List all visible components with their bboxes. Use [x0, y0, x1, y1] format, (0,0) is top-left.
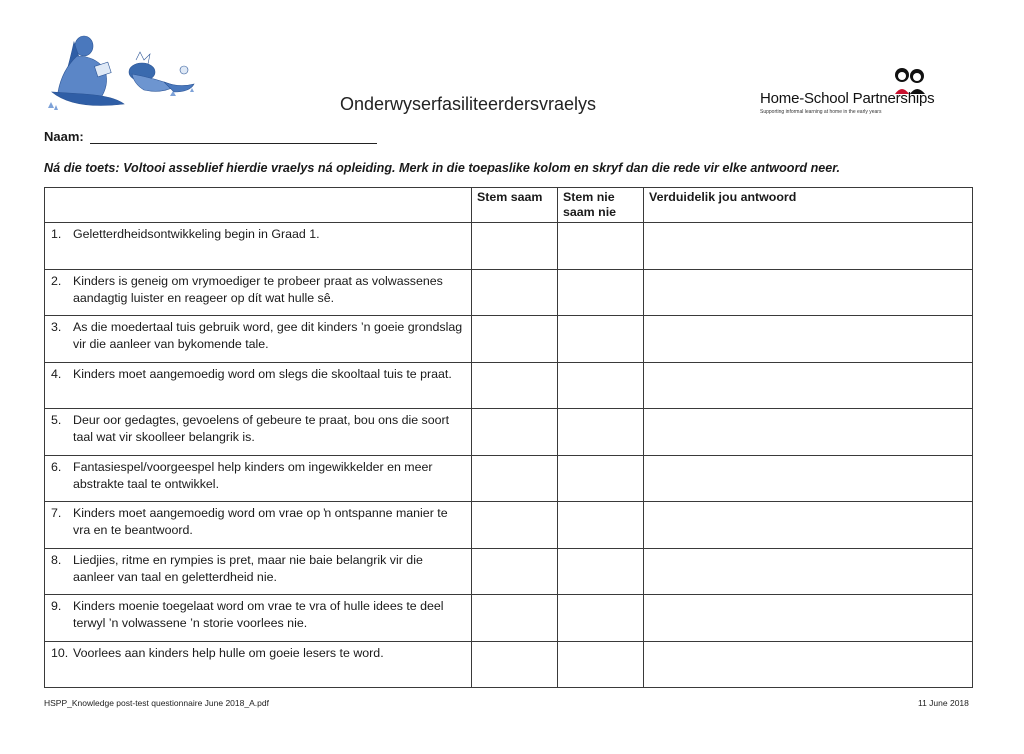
footer-date: 11 June 2018 — [918, 698, 969, 708]
table-row — [45, 316, 973, 363]
disagree-cell[interactable] — [558, 223, 644, 270]
brand-logo — [760, 66, 965, 118]
statement-number: 9. — [51, 599, 62, 613]
statement-number: 6. — [51, 459, 62, 474]
table-row — [45, 502, 973, 549]
statement-text: Fantasiespel/voorgeespel help kinders om ingewikkelder en meer abstrakte taal te ontwikkel. — [73, 459, 433, 491]
disagree-cell[interactable] — [558, 502, 644, 549]
brand-name: Home-School Partnerships — [760, 90, 935, 107]
column-header-agree: Stem saam — [472, 188, 558, 223]
statement — [45, 456, 471, 493]
agree-cell[interactable] — [472, 362, 558, 409]
agree-cell[interactable] — [472, 409, 558, 456]
explanation-cell[interactable] — [644, 223, 973, 270]
explanation-cell[interactable] — [644, 548, 973, 595]
statement-number: 3. — [51, 320, 62, 334]
disagree-cell[interactable] — [558, 548, 644, 595]
explanation-cell[interactable] — [644, 502, 973, 549]
statement — [45, 409, 471, 446]
statement — [45, 363, 471, 383]
table-row — [45, 455, 973, 502]
statement-text: Liedjies, ritme en rympies is pret, maar nie baie belangrik vir die aanleer van taal en geletterdheid nie. — [73, 552, 423, 584]
agree-cell[interactable] — [472, 269, 558, 316]
name-label: Naam: — [44, 129, 84, 144]
statement — [45, 549, 471, 586]
statement-text: As die moedertaal tuis gebruik word, gee dit kinders ’n goeie grondslag vir die aanleer van bykomende tale. — [73, 320, 463, 351]
statement-cell — [45, 455, 472, 502]
statement-text: Voorlees aan kinders help hulle om goeie lesers te word. — [73, 645, 384, 660]
table-row — [45, 595, 973, 642]
name-field[interactable] — [90, 143, 377, 144]
agree-cell[interactable] — [472, 502, 558, 549]
footer-filename: HSPP_Knowledge post-test questionnaire June 2018_A.pdf — [44, 698, 269, 708]
statement-number: 10. — [51, 645, 69, 660]
explanation-cell[interactable] — [644, 595, 973, 642]
statement-number: 1. — [51, 227, 62, 241]
column-header-disagree: Stem nie saam nie — [558, 188, 644, 223]
table-row — [45, 269, 973, 316]
disagree-cell[interactable] — [558, 455, 644, 502]
statement-text: Kinders is geneig om vrymoediger te probeer praat as volwassenes aandagtig luister en reageer op dít wat hulle sê. — [73, 273, 443, 305]
disagree-cell[interactable] — [558, 595, 644, 642]
document-title-text: Onderwyserfasiliteerdersvraelys — [339, 94, 597, 114]
agree-cell[interactable] — [472, 641, 558, 688]
statement-text: Kinders moet aangemoedig word om slegs die skooltaal tuis te praat. — [73, 366, 452, 381]
agree-cell[interactable] — [472, 548, 558, 595]
table-row — [45, 409, 973, 456]
statement-text: Kinders moenie toegelaat word om vrae te vra of hulle idees te deel terwyl ’n volwassene ’n storie voorlees nie. — [73, 599, 444, 630]
disagree-cell[interactable] — [558, 316, 644, 363]
explanation-cell[interactable] — [644, 455, 973, 502]
instructions: Ná die toets: Voltooi asseblief hierdie vraelys ná opleiding. Merk in die toepaslike kolom en skryf dan die rede vir elke antwoord neer. — [44, 161, 840, 175]
statement-number: 4. — [51, 366, 62, 381]
statement-cell — [45, 269, 472, 316]
statement-cell — [45, 641, 472, 688]
statement-cell — [45, 316, 472, 363]
statement-text: Deur oor gedagtes, gevoelens of gebeure te praat, bou ons die soort taal wat vir skoolleer belangrik is. — [73, 413, 450, 444]
explanation-cell[interactable] — [644, 641, 973, 688]
agree-cell[interactable] — [472, 223, 558, 270]
table-row — [45, 223, 973, 270]
statement — [45, 502, 471, 539]
statement — [45, 270, 471, 307]
brand-tagline: Supporting informal learning at home in the early years — [760, 109, 882, 115]
agree-cell[interactable] — [472, 595, 558, 642]
statement — [45, 642, 471, 662]
statement-text: Kinders moet aangemoedig word om vrae op ŉ ontspanne manier te vra en te beantwoord. — [73, 506, 448, 537]
statement — [45, 316, 471, 353]
questionnaire-table — [44, 187, 973, 688]
statement-cell — [45, 595, 472, 642]
statement-cell — [45, 548, 472, 595]
statement-cell — [45, 502, 472, 549]
column-header-statement — [45, 188, 472, 223]
statement — [45, 223, 471, 243]
statement-number: 5. — [51, 413, 62, 427]
disagree-cell[interactable] — [558, 409, 644, 456]
statement-cell — [45, 362, 472, 409]
explanation-cell[interactable] — [644, 316, 973, 363]
statement-number: 2. — [51, 273, 62, 288]
disagree-cell[interactable] — [558, 269, 644, 316]
column-header-explain: Verduidelik jou antwoord — [644, 188, 973, 223]
disagree-cell[interactable] — [558, 362, 644, 409]
explanation-cell[interactable] — [644, 409, 973, 456]
header-row — [45, 188, 973, 223]
statement-text: Geletterdheidsontwikkeling begin in Graad 1. — [73, 227, 320, 241]
explanation-cell[interactable] — [644, 269, 973, 316]
explanation-cell[interactable] — [644, 362, 973, 409]
statement — [45, 595, 471, 632]
table-row — [45, 641, 973, 688]
table-row — [45, 548, 973, 595]
agree-cell[interactable] — [472, 316, 558, 363]
agree-cell[interactable] — [472, 455, 558, 502]
disagree-cell[interactable] — [558, 641, 644, 688]
table-row — [45, 362, 973, 409]
statement-number: 7. — [51, 506, 62, 520]
statement-number: 8. — [51, 552, 62, 567]
statement-cell — [45, 409, 472, 456]
statement-cell — [45, 223, 472, 270]
